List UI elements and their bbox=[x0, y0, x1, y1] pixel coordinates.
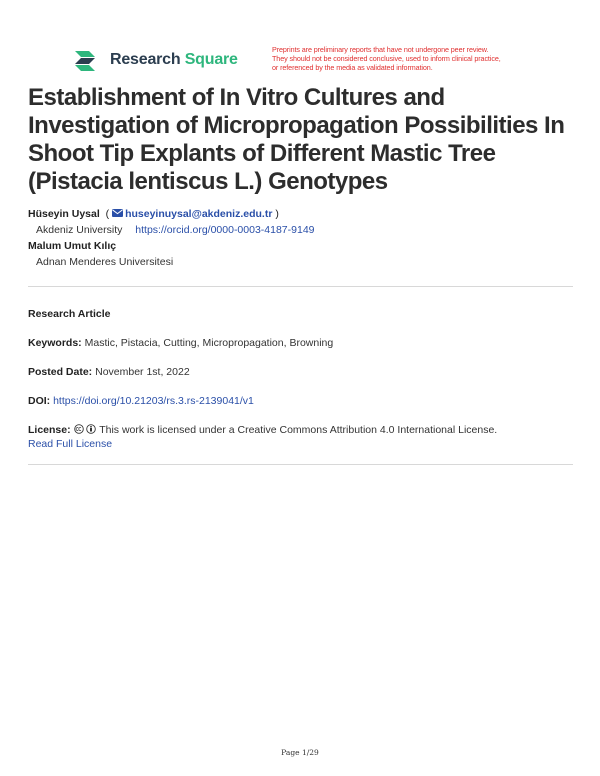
keywords-row bbox=[28, 336, 573, 350]
doi-link[interactable]: https://doi.org/10.21203/rs.3.rs-2139041/v1 bbox=[53, 395, 254, 407]
keywords-label: Keywords: bbox=[28, 337, 82, 349]
license-label: License: bbox=[28, 424, 71, 436]
license-row bbox=[28, 423, 573, 451]
posted-date-label: Posted Date: bbox=[28, 366, 93, 378]
author-affiliation: Adnan Menderes Universitesi bbox=[36, 256, 174, 268]
logo-text-research: Research bbox=[110, 51, 181, 68]
notice-line: They should not be considered conclusive, used to inform clinical practice, bbox=[272, 54, 501, 63]
notice-line: or referenced by the media as validated information. bbox=[272, 63, 433, 72]
logo-text-square: Square bbox=[184, 51, 238, 68]
article-type bbox=[28, 307, 573, 321]
research-square-logo-icon bbox=[73, 48, 103, 72]
article-type-label: Research Article bbox=[28, 308, 111, 320]
author-orcid-link[interactable]: https://orcid.org/0000-0003-4187-9149 bbox=[135, 224, 315, 236]
author-email-link[interactable] bbox=[112, 208, 275, 220]
author-list bbox=[28, 207, 315, 271]
read-full-license-link[interactable]: Read Full License bbox=[28, 438, 113, 450]
paren-open: ( bbox=[102, 208, 110, 220]
divider bbox=[28, 464, 573, 465]
author-affiliation-row bbox=[28, 223, 315, 237]
preprint-notice bbox=[272, 45, 552, 72]
logo-text bbox=[110, 51, 238, 69]
doi-label: DOI: bbox=[28, 395, 51, 407]
author-entry bbox=[28, 207, 315, 221]
author-email: huseyinuysal@akdeniz.edu.tr bbox=[125, 208, 273, 220]
notice-line: Preprints are preliminary reports that have not undergone peer review. bbox=[272, 45, 489, 54]
creative-commons-icon bbox=[74, 424, 84, 434]
author-affiliation: Akdeniz University bbox=[36, 224, 123, 236]
paper-title: Establishment of In Vitro Cultures and Investigation of Micropropagation Possibilities In Shoot Tip Explants of Different Mastic Tree (Pistacia lentiscus L.) Genotypes bbox=[28, 84, 565, 195]
author-name: Hüseyin Uysal bbox=[28, 208, 100, 220]
divider bbox=[28, 286, 573, 287]
research-square-logo[interactable] bbox=[73, 48, 238, 72]
doi-row bbox=[28, 394, 573, 408]
paren-close: ) bbox=[275, 208, 279, 220]
attribution-icon bbox=[86, 424, 96, 434]
page-number: Page 1/29 bbox=[281, 748, 319, 757]
license-text: This work is licensed under a Creative Commons Attribution 4.0 International License. bbox=[99, 424, 498, 436]
envelope-icon bbox=[112, 209, 123, 217]
posted-date-value: November 1st, 2022 bbox=[95, 366, 190, 378]
posted-date-row bbox=[28, 365, 573, 379]
author-name: Malum Umut Kılıç bbox=[28, 240, 117, 252]
author-entry bbox=[28, 239, 315, 253]
author-affiliation-row bbox=[28, 255, 315, 269]
keywords-value: Mastic, Pistacia, Cutting, Micropropagation, Browning bbox=[84, 337, 334, 349]
